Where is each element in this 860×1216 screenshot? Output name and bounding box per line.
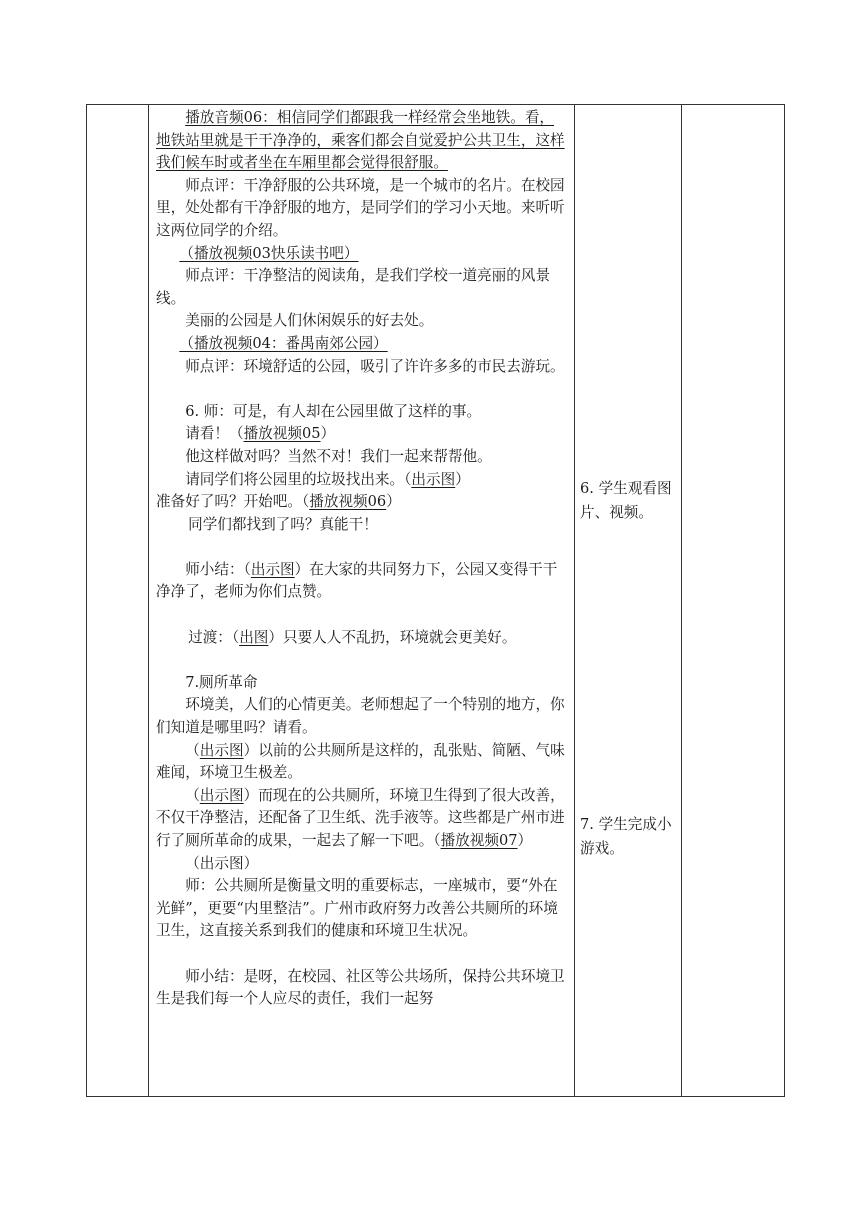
question-help: 他这样做对吗？当然不对！我们一起来帮帮他。 [185, 447, 492, 465]
old-toilet [156, 740, 567, 785]
teacher-activity-content [149, 105, 574, 1011]
text: 请看！（ [185, 425, 244, 443]
text: 过渡：（ [188, 628, 240, 646]
show-image-link[interactable]: 出示图 [199, 786, 244, 804]
show-image-link[interactable]: 出示图 [199, 741, 244, 759]
find-garbage [156, 469, 567, 492]
final-summary: 师小结：是呀，在校园、社区等公共场所，保持公共环境卫生是我们每一个人应尽的责任，我们一起努 [156, 967, 565, 1008]
show-image-link[interactable]: 出示图 [250, 560, 295, 578]
show-image-link[interactable]: 出示图 [411, 470, 456, 488]
text: ） [386, 493, 401, 511]
found-praise: 同学们都找到了吗？真能干！ [188, 515, 378, 533]
transition [156, 627, 567, 650]
text: ） [455, 470, 470, 488]
table-row [87, 105, 785, 1097]
design-intent-cell [682, 105, 785, 1097]
text: ） [320, 425, 336, 443]
lesson-plan-table [86, 104, 785, 1097]
student-activity-6: 6. 学生观看图片、视频。 [580, 480, 672, 521]
video-05-link[interactable]: 播放视频05 [243, 425, 321, 443]
video-07-link[interactable]: 播放视频07 [440, 832, 518, 849]
text: （ [185, 741, 200, 759]
stage-cell [87, 105, 149, 1097]
text: 请同学们将公园里的垃圾找出来。（ [185, 470, 412, 488]
new-toilet [156, 785, 567, 853]
video-03-caption: （播放视频03快乐读书吧） [179, 244, 359, 262]
text: ） [517, 832, 533, 849]
ready-start [156, 491, 567, 514]
text: ）在大家的共同努力下，公园又变得干干净净了，老师为你们点赞。 [156, 560, 558, 601]
text: ）只要人人不乱扔，环境就会更美好。 [268, 628, 517, 646]
video-06-link[interactable]: 播放视频06 [309, 493, 387, 511]
video-04-caption: （播放视频04：番禺南郊公园） [179, 334, 388, 352]
text: ）以前的公共厕所是这样的，乱张贴、简陋、气味难闻，环境卫生极差。 [156, 741, 565, 782]
comment-reading-corner: 师点评：干净整洁的阅读角，是我们学校一道亮丽的风景线。 [156, 267, 551, 307]
section-7-heading: 7.厕所革命 [185, 673, 258, 691]
summary-park [156, 559, 567, 604]
text: ）而现在的公共厕所，环境卫生得到了很大改善，不仅干净整洁，还配备了卫生纸、洗手液等。这些都是广州市进行了厕所革命的成果，一起去了解一下吧。（ [156, 786, 565, 849]
text: 师小结：（ [185, 560, 251, 578]
audio-paragraph: 播放音频06：相信同学们都跟我一样经常会坐地铁。看，地铁站里就是干干净净的，乘客们都会自觉爱护公共卫生，这样我们候车时或者坐在车厢里都会觉得很舒服。 [156, 109, 565, 172]
student-activity-7: 7. 学生完成小游戏。 [580, 816, 672, 857]
comment-city-card: 师点评：干净舒服的公共环境，是一个城市的名片。在校园里，处处都有干净舒服的地方，是同学们的学习小天地。来听听这两位同学的介绍。 [156, 176, 565, 239]
text: （ [185, 786, 200, 804]
toilet-comment: 师：公共厕所是衡量文明的重要标志，一座城市，要“外在光鲜”，更要“内里整洁”。广州市政府努力改善公共厕所的环境卫生，这直接关系到我们的健康和环境卫生状况。 [156, 877, 558, 940]
comment-park: 师点评：环境舒适的公园，吸引了许许多多的市民去游玩。 [185, 357, 565, 375]
show-image-link[interactable]: 出图 [239, 628, 269, 646]
watch-video-05 [156, 423, 567, 446]
student-activity-cell [575, 105, 682, 1097]
teacher-activity-cell [149, 105, 575, 1097]
show-image-note: （出示图） [185, 854, 259, 872]
park-intro: 美丽的公园是人们休闲娱乐的好去处。 [185, 312, 434, 330]
section-6-heading: 6. 师：可是，有人却在公园里做了这样的事。 [185, 402, 482, 420]
text: 准备好了吗？开始吧。（ [156, 493, 310, 511]
toilet-intro: 环境美，人们的心情更美。老师想起了一个特别的地方，你们知道是哪里吗？请看。 [156, 696, 565, 737]
